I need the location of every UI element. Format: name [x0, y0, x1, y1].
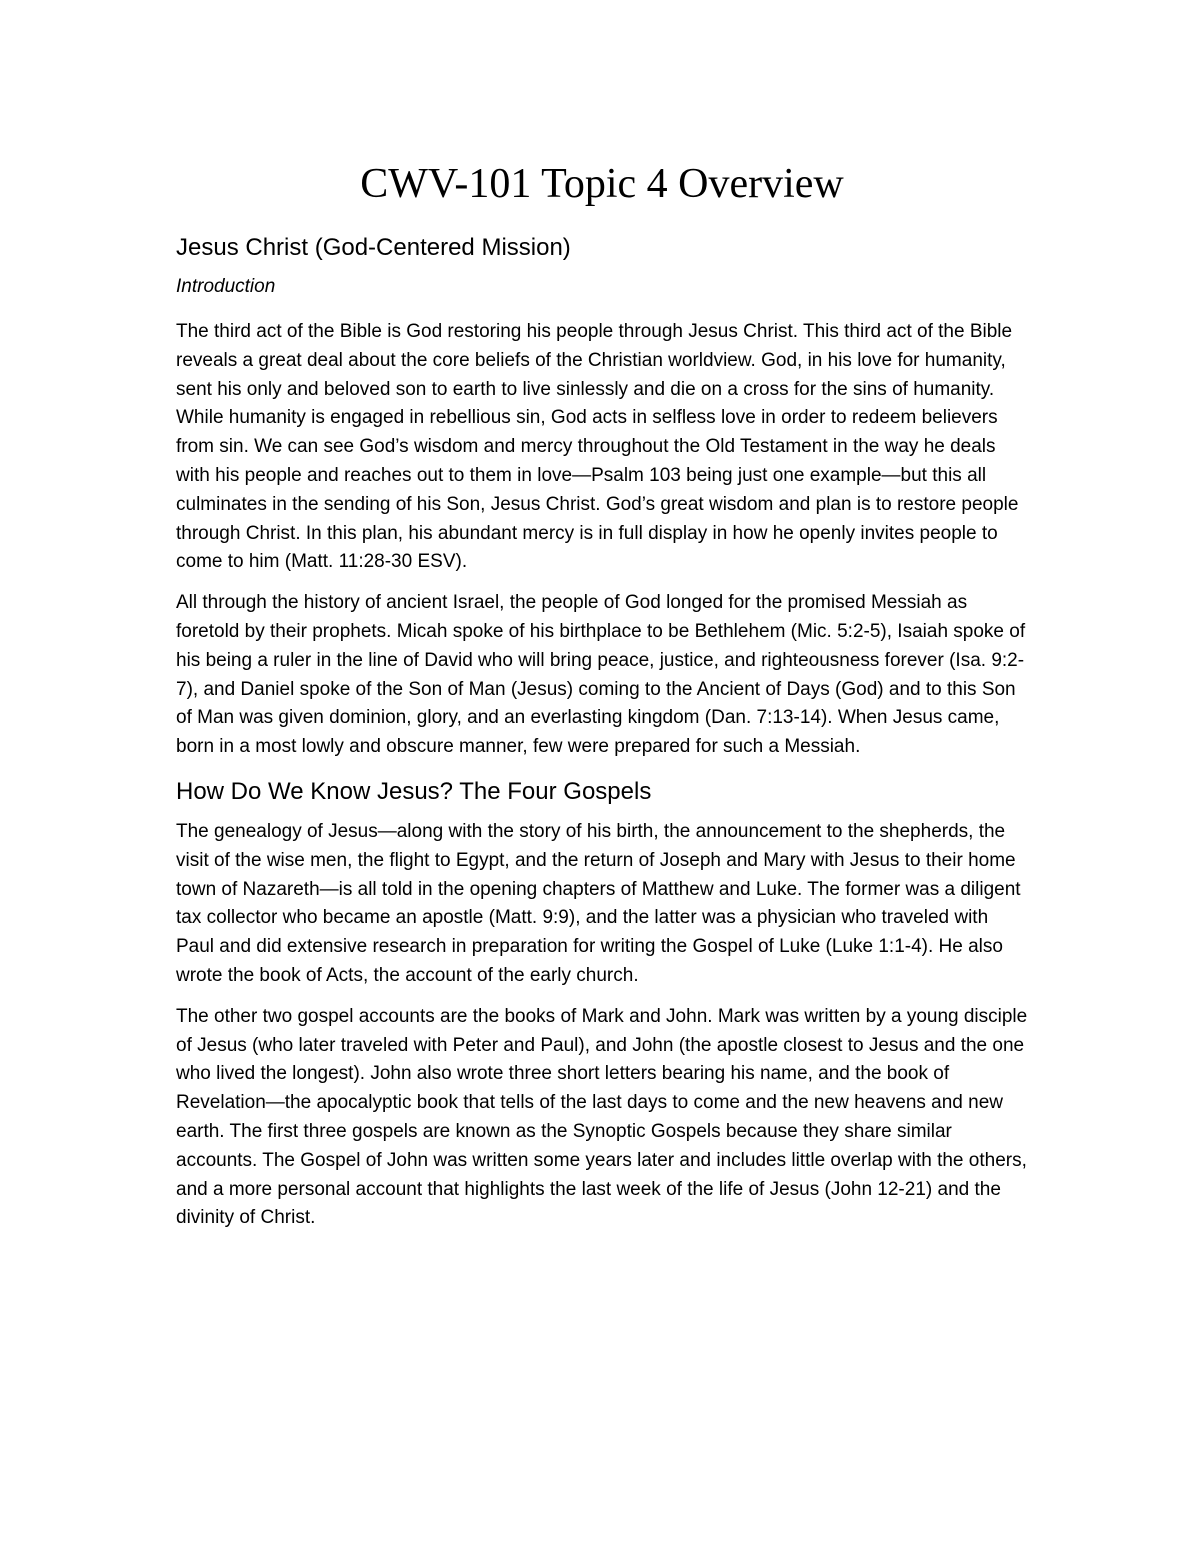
section-four-gospels [176, 776, 1028, 1233]
paragraph: The third act of the Bible is God restoring his people through Jesus Christ. This third act of the Bible reveals a great deal about the core beliefs of the Christian worldview. God, in his love for humanity, sent his only and beloved son to earth to live sinlessly and die on a cross for the sins of humanity. While humanity is engaged in rebellious sin, God acts in selfless love in order to redeem believers from sin. We can see God’s wisdom and mercy throughout the Old Testament in the way he deals with his people and reaches out to them in love—Psalm 103 being just one example—but this all culminates in the sending of his Son, Jesus Christ. God’s great wisdom and plan is to restore people through Christ. In this plan, his abundant mercy is in full display in how he openly invites people to come to him (Matt. 11:28-30 ESV). [176, 321, 1019, 573]
section-subheading: Introduction [176, 276, 276, 297]
paragraph: The genealogy of Jesus—along with the story of his birth, the announcement to the shepherds, the visit of the wise men, the flight to Egypt, and the return of Joseph and Mary with Jesus to their home town of Nazareth—is all told in the opening chapters of Matthew and Luke. The former was a diligent tax collector who became an apostle (Matt. 9:9), and the latter was a physician who traveled with Paul and did extensive research in preparation for writing the Gospel of Luke (Luke 1:1-4). He also wrote the book of Acts, the account of the early church. [176, 820, 1021, 986]
paragraph: The other two gospel accounts are the books of Mark and John. Mark was written by a young disciple of Jesus (who later traveled with Peter and Paul), and John (the apostle closest to Jesus and the one who lived the longest). John also wrote three short letters bearing his name, and the book of Revelation—the apocalyptic book that tells of the last days to come and the new heavens and new earth. The first three gospels are known as the Synoptic Gospels because they share similar accounts. The Gospel of John was written some years later and includes little overlap with the others, and a more personal account that highlights the last week of the life of Jesus (John 12-21) and the divinity of Christ. [176, 1005, 1028, 1229]
section-jesus-christ [176, 232, 1028, 762]
document-title: CWV-101 Topic 4 Overview [360, 161, 844, 207]
section-heading: Jesus Christ (God-Centered Mission) [176, 234, 571, 261]
paragraph: All through the history of ancient Israel, the people of God longed for the promised Messiah as foretold by their prophets. Micah spoke of his birthplace to be Bethlehem (Mic. 5:2-5), Isaiah spoke of his being a ruler in the line of David who will bring peace, justice, and righteousness forever (Isa. 9:2-7), and Daniel spoke of the Son of Man (Jesus) coming to the Ancient of Days (God) and to this Son of Man was given dominion, glory, and an everlasting kingdom (Dan. 7:13-14). When Jesus came, born in a most lowly and obscure manner, few were prepared for such a Messiah. [176, 592, 1026, 758]
section-heading: How Do We Know Jesus? The Four Gospels [176, 777, 652, 805]
